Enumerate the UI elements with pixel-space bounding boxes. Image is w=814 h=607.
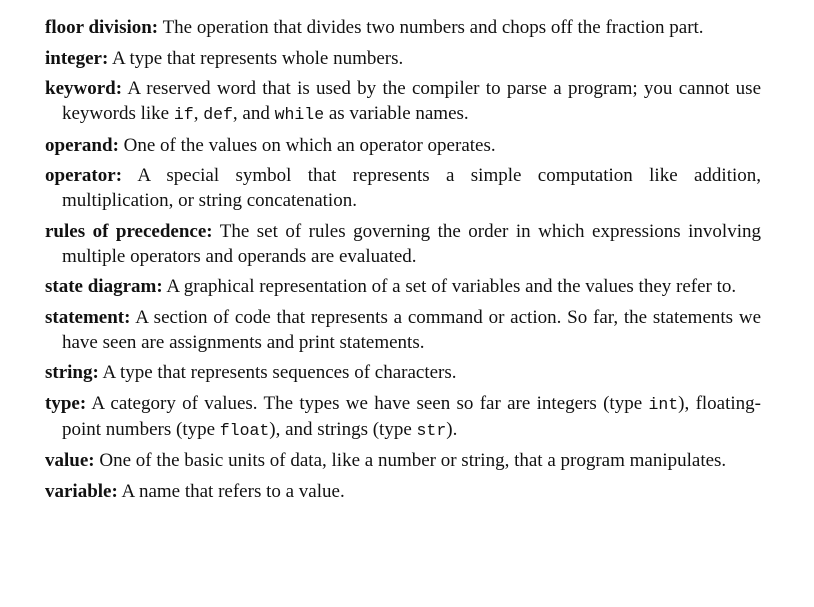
glossary-definition-text: A name that refers to a value. — [121, 480, 345, 502]
glossary-term: keyword: — [45, 78, 123, 99]
glossary-entry — [45, 219, 761, 269]
glossary-entry — [45, 15, 761, 40]
code-keyword: str — [416, 420, 447, 440]
glossary-entry — [45, 46, 761, 71]
glossary-entry — [45, 163, 761, 213]
code-keyword: while — [274, 105, 325, 124]
glossary-entry — [45, 76, 761, 127]
glossary-term: statement: — [45, 306, 131, 328]
glossary-entry — [45, 360, 761, 385]
glossary-definition-text: A section of code that represents a command or action. So far, the statements we have seen are assignments and print statements. — [62, 306, 762, 353]
glossary-term: operator: — [45, 165, 123, 186]
glossary-term: integer: — [45, 47, 109, 69]
glossary-list — [45, 15, 761, 509]
glossary-definition-text: ), floating-point numbers (type — [62, 392, 761, 440]
glossary-definition-text: A special symbol that represents a simple computation like addition, multiplication, or string concatenation. — [62, 165, 761, 211]
glossary-definition-text: A type that represents sequences of characters. — [102, 362, 457, 383]
code-keyword: float — [219, 420, 270, 440]
glossary-definition-text: as variable names. — [324, 103, 469, 124]
glossary-definition-text: A reserved word that is used by the compiler to parse a program; you cannot use keywords like — [62, 78, 761, 124]
glossary-definition-text: A type that represents whole numbers. — [112, 47, 404, 69]
glossary-definition-text: A graphical representation of a set of variables and the values they refer to. — [166, 276, 737, 297]
glossary-definition-text: One of the basic units of data, like a number or string, that a program manipulates. — [99, 450, 727, 471]
glossary-term: type: — [45, 392, 87, 414]
glossary-definition-text: A category of values. The types we have seen so far are integers (type — [91, 392, 649, 414]
glossary-entry — [45, 305, 761, 355]
glossary-term: operand: — [45, 134, 119, 156]
glossary-entry — [45, 479, 761, 504]
code-keyword: def — [203, 105, 233, 124]
glossary-entry — [45, 448, 761, 473]
glossary-definition-text: ). — [446, 418, 458, 440]
glossary-definition-text: The set of rules governing the order in which expressions involving multiple operators and operands are evaluated. — [62, 220, 761, 267]
glossary-definition-text: , and — [232, 103, 275, 124]
glossary-term: variable: — [45, 480, 118, 502]
glossary-definition-text: ), and strings (type — [269, 418, 417, 440]
glossary-entry — [45, 274, 761, 299]
glossary-term: state diagram: — [45, 276, 163, 297]
glossary-term: rules of precedence: — [45, 220, 213, 242]
code-keyword: int — [648, 394, 679, 414]
code-keyword: if — [173, 105, 194, 124]
glossary-term: floor division: — [45, 17, 159, 38]
glossary-entry — [45, 391, 761, 443]
glossary-entry — [45, 133, 761, 158]
glossary-term: string: — [45, 362, 99, 383]
glossary-term: value: — [45, 450, 95, 471]
glossary-definition-text: One of the values on which an operator operates. — [123, 134, 496, 156]
glossary-definition-text: The operation that divides two numbers and chops off the fraction part. — [162, 17, 704, 38]
glossary-definition-text: , — [193, 103, 204, 124]
